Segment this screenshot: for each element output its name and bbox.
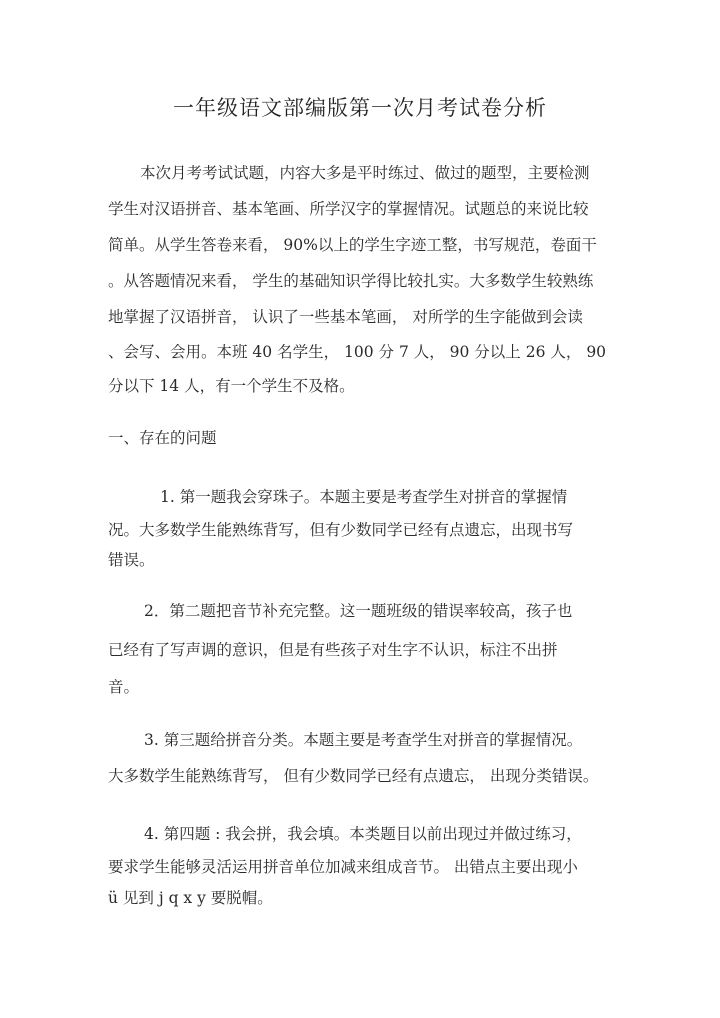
problem-3-line-2: 大多数学生能熟练背写， 但有少数同学已经有点遗忘， 出现分类错误。 [108, 767, 599, 785]
problem-1-line-1: 1. 第一题我会穿珠子。本题主要是考查学生对拼音的掌握情 [160, 488, 568, 506]
problem-1-line-2: 况。大多数学生能熟练背写，但有少数同学已经有点遗忘，出现书写 [108, 521, 574, 539]
intro-line-2: 学生对汉语拼音、基本笔画、所学汉字的掌握情况。试题总的来说比较 [108, 200, 589, 218]
intro-line-5: 地掌握了汉语拼音， 认识了一些基本笔画， 对所学的生字能做到会读 [108, 308, 583, 326]
problem-1-line-3: 错误。 [108, 551, 155, 569]
intro-line-7: 分以下 14 人，有一个学生不及格。 [108, 377, 355, 395]
problem-4-line-2: 要求学生能够灵活运用拼音单位加减来组成音节。 出错点主要出现小 [108, 858, 578, 876]
problem-4-line-3: ü 见到 j q x y 要脱帽。 [108, 889, 273, 907]
document-title: 一年级语文部编版第一次月考试卷分析 [173, 96, 547, 120]
section-heading: 一、存在的问题 [108, 429, 217, 447]
intro-line-1: 本次月考考试试题，内容大多是平时练过、做过的题型，主要检测 [140, 164, 590, 182]
intro-line-4: 。从答题情况来看， 学生的基础知识学得比较扎实。大多数学生较熟练 [108, 272, 594, 290]
problem-2-line-3: 音。 [108, 678, 140, 696]
problem-3-line-1: 3. 第三题给拼音分类。本题主要是考查学生对拼音的掌握情况。 [144, 731, 583, 749]
problem-2-line-2: 已经有了写声调的意识，但是有些孩子对生字不认识，标注不出拼 [108, 641, 558, 659]
problem-2-line-1: 2．第二题把音节补充完整。这一题班级的错误率较高，孩子也 [144, 602, 573, 620]
problem-4-line-1: 4. 第四题 : 我会拼，我会填。本类题目以前出现过并做过练习， [144, 825, 582, 843]
intro-line-3: 简单。从学生答卷来看， 90%以上的学生字迹工整，书写规范，卷面干 [108, 236, 597, 254]
intro-line-6: 、会写、会用。本班 40 名学生， 100 分 7 人， 90 分以上 26 人， 90 [108, 343, 607, 361]
